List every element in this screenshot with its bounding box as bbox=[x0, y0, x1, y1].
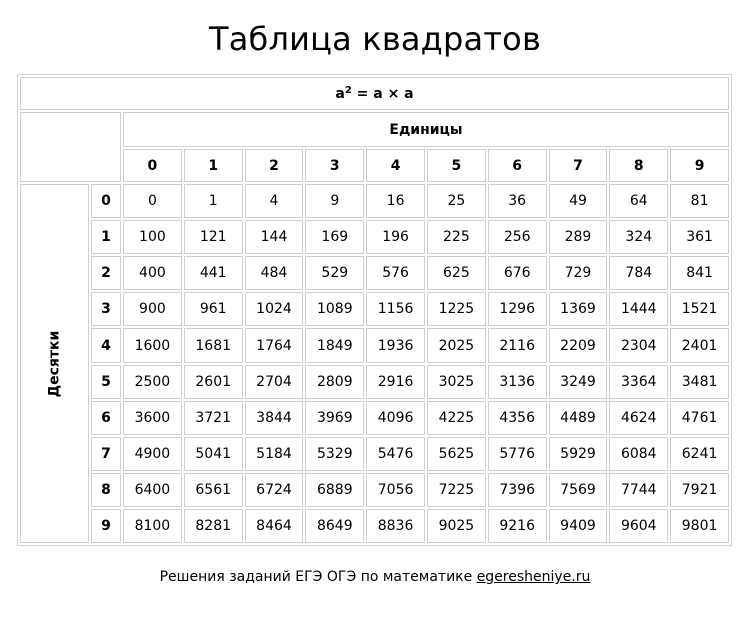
row-digit-header: 0 bbox=[91, 184, 121, 218]
footer-text: Решения заданий ЕГЭ ОГЭ по математике bbox=[159, 569, 477, 585]
square-value-cell: 4761 bbox=[670, 401, 729, 435]
row-digit-header: 1 bbox=[91, 220, 121, 254]
square-value-cell: 1521 bbox=[670, 292, 729, 326]
row-digit-header: 3 bbox=[91, 292, 121, 326]
square-value-cell: 2704 bbox=[245, 365, 304, 399]
square-value-cell: 8281 bbox=[184, 509, 243, 543]
table-row bbox=[20, 401, 729, 435]
square-value-cell: 5041 bbox=[184, 437, 243, 471]
square-value-cell: 2601 bbox=[184, 365, 243, 399]
column-digit-header: 6 bbox=[488, 149, 547, 182]
square-value-cell: 36 bbox=[488, 184, 547, 218]
square-value-cell: 576 bbox=[366, 256, 425, 290]
column-digit-header: 2 bbox=[245, 149, 304, 182]
square-value-cell: 1936 bbox=[366, 328, 425, 362]
square-value-cell: 4900 bbox=[123, 437, 182, 471]
square-value-cell: 841 bbox=[670, 256, 729, 290]
square-value-cell: 3600 bbox=[123, 401, 182, 435]
square-value-cell: 1296 bbox=[488, 292, 547, 326]
column-digit-header: 1 bbox=[184, 149, 243, 182]
corner-cell bbox=[20, 112, 121, 182]
page-title: Таблица квадратов bbox=[208, 20, 542, 58]
square-value-cell: 9409 bbox=[549, 509, 608, 543]
square-value-cell: 7056 bbox=[366, 473, 425, 507]
column-digit-header: 3 bbox=[305, 149, 364, 182]
column-digit-header: 9 bbox=[670, 149, 729, 182]
square-value-cell: 441 bbox=[184, 256, 243, 290]
square-value-cell: 289 bbox=[549, 220, 608, 254]
square-value-cell: 1681 bbox=[184, 328, 243, 362]
square-value-cell: 4356 bbox=[488, 401, 547, 435]
column-digit-header: 8 bbox=[609, 149, 668, 182]
square-value-cell: 2209 bbox=[549, 328, 608, 362]
row-digit-header: 4 bbox=[91, 328, 121, 362]
square-value-cell: 2025 bbox=[427, 328, 486, 362]
square-value-cell: 2401 bbox=[670, 328, 729, 362]
square-value-cell: 9801 bbox=[670, 509, 729, 543]
square-value-cell: 4624 bbox=[609, 401, 668, 435]
row-digit-header: 7 bbox=[91, 437, 121, 471]
square-value-cell: 9 bbox=[305, 184, 364, 218]
square-value-cell: 1600 bbox=[123, 328, 182, 362]
square-value-cell: 529 bbox=[305, 256, 364, 290]
square-value-cell: 900 bbox=[123, 292, 182, 326]
square-value-cell: 9216 bbox=[488, 509, 547, 543]
square-value-cell: 5329 bbox=[305, 437, 364, 471]
footer-link[interactable]: egeresheniye.ru bbox=[476, 569, 591, 585]
square-value-cell: 2304 bbox=[609, 328, 668, 362]
square-value-cell: 729 bbox=[549, 256, 608, 290]
table-row bbox=[20, 509, 729, 543]
square-value-cell: 324 bbox=[609, 220, 668, 254]
square-value-cell: 7569 bbox=[549, 473, 608, 507]
square-value-cell: 256 bbox=[488, 220, 547, 254]
column-digit-header: 5 bbox=[427, 149, 486, 182]
square-value-cell: 225 bbox=[427, 220, 486, 254]
square-value-cell: 1156 bbox=[366, 292, 425, 326]
square-value-cell: 3721 bbox=[184, 401, 243, 435]
square-value-cell: 3249 bbox=[549, 365, 608, 399]
column-digit-header: 4 bbox=[366, 149, 425, 182]
formula-exponent: 2 bbox=[344, 84, 352, 96]
square-value-cell: 7225 bbox=[427, 473, 486, 507]
square-value-cell: 49 bbox=[549, 184, 608, 218]
square-value-cell: 5929 bbox=[549, 437, 608, 471]
square-value-cell: 64 bbox=[609, 184, 668, 218]
square-value-cell: 2500 bbox=[123, 365, 182, 399]
units-header: Единицы bbox=[123, 112, 729, 147]
square-value-cell: 1369 bbox=[549, 292, 608, 326]
square-value-cell: 3025 bbox=[427, 365, 486, 399]
column-digit-header: 7 bbox=[549, 149, 608, 182]
square-value-cell: 8100 bbox=[123, 509, 182, 543]
square-value-cell: 7744 bbox=[609, 473, 668, 507]
table-row bbox=[20, 256, 729, 290]
row-digit-header: 2 bbox=[91, 256, 121, 290]
formula-header bbox=[20, 77, 729, 110]
square-value-cell: 1444 bbox=[609, 292, 668, 326]
square-value-cell: 2809 bbox=[305, 365, 364, 399]
square-value-cell: 81 bbox=[670, 184, 729, 218]
square-value-cell: 400 bbox=[123, 256, 182, 290]
square-value-cell: 4096 bbox=[366, 401, 425, 435]
square-value-cell: 6561 bbox=[184, 473, 243, 507]
table-row bbox=[20, 220, 729, 254]
table-row bbox=[20, 437, 729, 471]
square-value-cell: 25 bbox=[427, 184, 486, 218]
tens-label-cell bbox=[20, 184, 89, 543]
table-row bbox=[20, 365, 729, 399]
table-row bbox=[20, 184, 729, 218]
square-value-cell: 3481 bbox=[670, 365, 729, 399]
row-digit-header: 5 bbox=[91, 365, 121, 399]
square-value-cell: 0 bbox=[123, 184, 182, 218]
square-value-cell: 5476 bbox=[366, 437, 425, 471]
square-value-cell: 3969 bbox=[305, 401, 364, 435]
square-value-cell: 5625 bbox=[427, 437, 486, 471]
square-value-cell: 144 bbox=[245, 220, 304, 254]
column-digit-header: 0 bbox=[123, 149, 182, 182]
square-value-cell: 484 bbox=[245, 256, 304, 290]
square-value-cell: 5184 bbox=[245, 437, 304, 471]
table-row bbox=[20, 473, 729, 507]
square-value-cell: 1849 bbox=[305, 328, 364, 362]
square-value-cell: 9025 bbox=[427, 509, 486, 543]
square-value-cell: 2116 bbox=[488, 328, 547, 362]
footer bbox=[0, 569, 750, 585]
row-digit-header: 6 bbox=[91, 401, 121, 435]
squares-table bbox=[17, 74, 732, 546]
square-value-cell: 1764 bbox=[245, 328, 304, 362]
square-value-cell: 1 bbox=[184, 184, 243, 218]
square-value-cell: 4489 bbox=[549, 401, 608, 435]
table-row bbox=[20, 328, 729, 362]
formula-rhs: = a × a bbox=[351, 85, 414, 102]
square-value-cell: 1225 bbox=[427, 292, 486, 326]
square-value-cell: 3136 bbox=[488, 365, 547, 399]
square-value-cell: 961 bbox=[184, 292, 243, 326]
square-value-cell: 6724 bbox=[245, 473, 304, 507]
square-value-cell: 100 bbox=[123, 220, 182, 254]
square-value-cell: 5776 bbox=[488, 437, 547, 471]
square-value-cell: 1024 bbox=[245, 292, 304, 326]
square-value-cell: 121 bbox=[184, 220, 243, 254]
square-value-cell: 1089 bbox=[305, 292, 364, 326]
square-value-cell: 8464 bbox=[245, 509, 304, 543]
square-value-cell: 784 bbox=[609, 256, 668, 290]
square-value-cell: 625 bbox=[427, 256, 486, 290]
square-value-cell: 16 bbox=[366, 184, 425, 218]
row-digit-header: 9 bbox=[91, 509, 121, 543]
formula-base: a bbox=[335, 85, 345, 102]
square-value-cell: 676 bbox=[488, 256, 547, 290]
square-value-cell: 8836 bbox=[366, 509, 425, 543]
square-value-cell: 3844 bbox=[245, 401, 304, 435]
square-value-cell: 196 bbox=[366, 220, 425, 254]
square-value-cell: 6889 bbox=[305, 473, 364, 507]
table-row bbox=[20, 292, 729, 326]
square-value-cell: 3364 bbox=[609, 365, 668, 399]
square-value-cell: 4 bbox=[245, 184, 304, 218]
square-value-cell: 361 bbox=[670, 220, 729, 254]
square-value-cell: 9604 bbox=[609, 509, 668, 543]
square-value-cell: 4225 bbox=[427, 401, 486, 435]
tens-label: Десятки bbox=[46, 330, 63, 397]
square-value-cell: 7396 bbox=[488, 473, 547, 507]
square-value-cell: 169 bbox=[305, 220, 364, 254]
square-value-cell: 7921 bbox=[670, 473, 729, 507]
square-value-cell: 6084 bbox=[609, 437, 668, 471]
square-value-cell: 2916 bbox=[366, 365, 425, 399]
square-value-cell: 6400 bbox=[123, 473, 182, 507]
square-value-cell: 8649 bbox=[305, 509, 364, 543]
square-value-cell: 6241 bbox=[670, 437, 729, 471]
row-digit-header: 8 bbox=[91, 473, 121, 507]
